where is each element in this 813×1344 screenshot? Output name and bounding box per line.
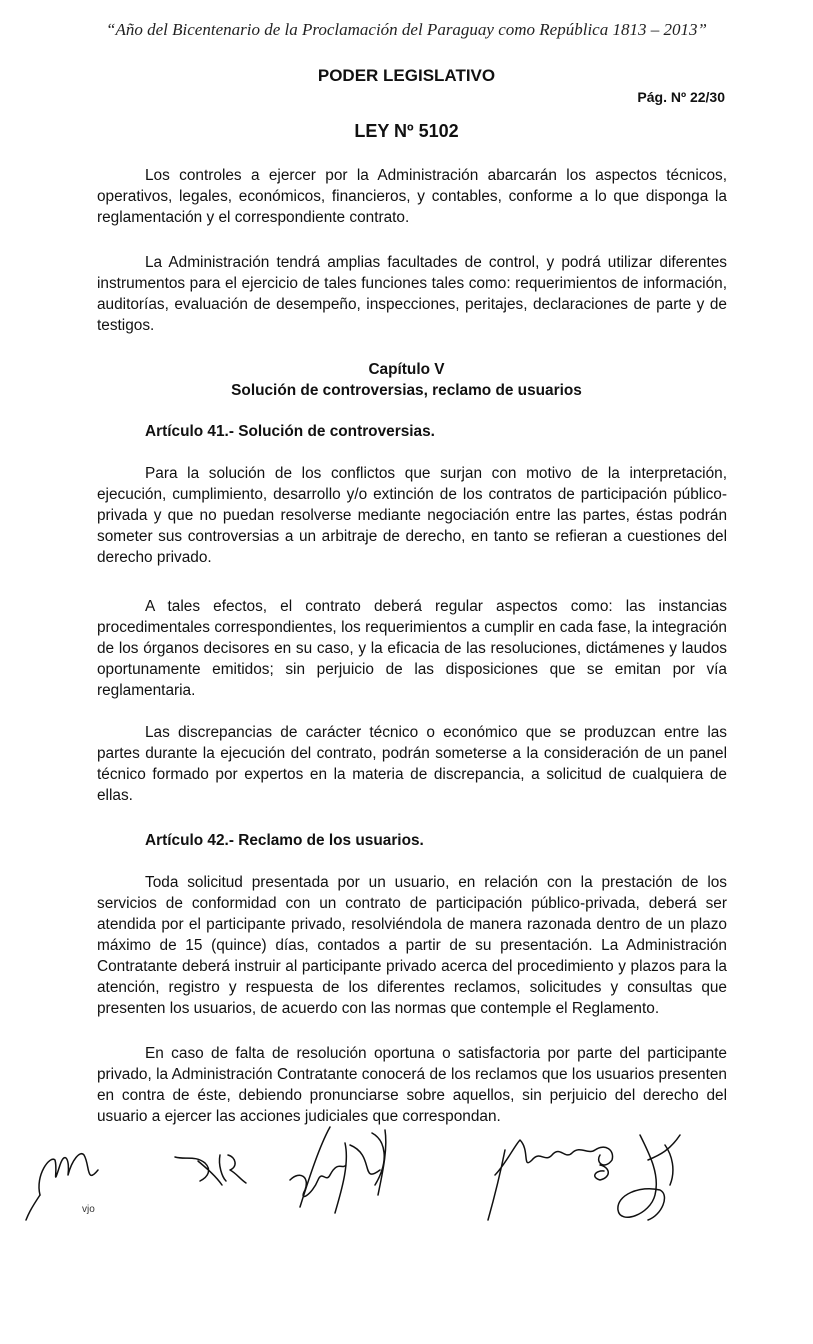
- signature-4: [488, 1140, 613, 1220]
- article-41-paragraph-1: Para la solución de los conflictos que surjan con motivo de la interpretación, ejecución, cumplimiento, desarrollo y/o extinción de los contratos de participación público-privada y que no puedan resolverse mediante negociación entre las partes, éstas podrán someter sus controversias a un arbitraje de derecho, en tanto se refieran a cuestiones del derecho privado.: [97, 465, 727, 566]
- article-42-paragraph-2: En caso de falta de resolución oportuna o satisfactoria por parte del participante privado, la Administración Contratante conocerá de los reclamos que los usuarios presenten en contra de éste, debiendo pronunciarse sobre aquellos, sin perjuicio del derecho del usuario a ejercer las acciones judiciales que correspondan.: [97, 1045, 727, 1125]
- signature-3: [290, 1127, 386, 1213]
- typist-initials: vjo: [82, 1204, 95, 1215]
- article-41-paragraph-3: Las discrepancias de carácter técnico o económico que se produzcan entre las partes durante la ejecución del contrato, podrán someterse a la consideración de un panel técnico formado por expertos en la materia de discrepancia, a solicitud de cualquiera de ellas.: [97, 724, 727, 804]
- article-41-paragraph-2: A tales efectos, el contrato deberá regular aspectos como: las instancias procedimentales correspondientes, los requerimientos a cumplir en cada fase, la integración de los órganos decisores en su caso, y la eficacia de las resoluciones, dictámenes y laudos oportunamente emitidos; sin perjuicio de las disposiciones que se emitan por vía reglamentaria.: [97, 598, 727, 699]
- signatures-area: [0, 1115, 813, 1245]
- chapter-title: Solución de controversias, reclamo de usuarios: [231, 382, 582, 399]
- signature-2: [175, 1155, 246, 1185]
- signature-5: [618, 1135, 680, 1220]
- article-41-title: Artículo 41.- Solución de controversias.: [145, 423, 435, 440]
- page-number: Pág. Nº 22/30: [637, 89, 725, 105]
- header-motto: “Año del Bicentenario de la Proclamación del Paraguay como República 1813 – 2013”: [106, 20, 707, 39]
- law-title: LEY Nº 5102: [354, 121, 459, 141]
- paragraph-controls: Los controles a ejercer por la Administración abarcarán los aspectos técnicos, operativos, legales, económicos, financieros, y contables, conforme a lo que disponga la reglamentación y el correspondiente contrato.: [97, 167, 727, 226]
- article-42-paragraph-1: Toda solicitud presentada por un usuario, en relación con la prestación de los servicios de conformidad con un contrato de participación público-privada, deberá ser atendida por el participante privado, resolviéndola de manera razonada dentro de un plazo máximo de 15 (quince) días, contados a partir de su presentación. La Administración Contratante deberá instruir al participante privado acerca del procedimiento y plazos para la atención, registro y respuesta de los diferentes reclamos, solicitudes y consultas que presenten los usuarios, de acuerdo con las normas que contemple el Reglamento.: [97, 874, 727, 1017]
- article-42-title: Artículo 42.- Reclamo de los usuarios.: [145, 832, 424, 849]
- signature-1-tail: [26, 1195, 40, 1220]
- paragraph-faculties: La Administración tendrá amplias facultades de control, y podrá utilizar diferentes instrumentos para el ejercicio de tales funciones tales como: requerimientos de información, auditorías, evaluación de desempeño, inspecciones, peritajes, declaraciones de parte y de testigos.: [97, 254, 727, 334]
- chapter-label: Capítulo V: [368, 361, 445, 378]
- signature-1: [39, 1154, 98, 1195]
- chamber-title: PODER LEGISLATIVO: [317, 66, 496, 85]
